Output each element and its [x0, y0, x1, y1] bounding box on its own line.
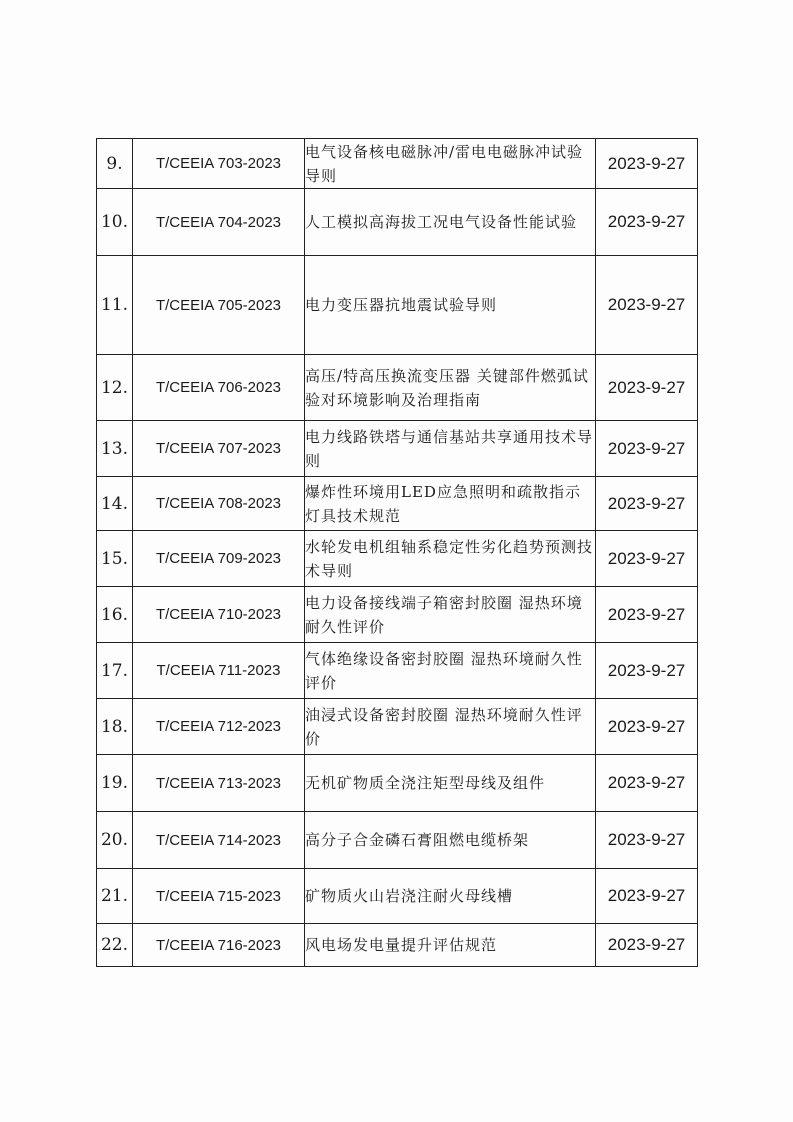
standards-table-body	[97, 139, 698, 967]
standard-name: 油浸式设备密封胶圈 湿热环境耐久性评价	[305, 699, 596, 755]
standard-code: T/CEEIA 705-2023	[133, 256, 305, 355]
row-number: 16.	[97, 587, 133, 643]
standard-name: 高压/特高压换流变压器 关键部件燃弧试验对环境影响及治理指南	[305, 355, 596, 421]
row-number: 10.	[97, 189, 133, 256]
table-row	[97, 869, 698, 924]
row-number: 17.	[97, 643, 133, 699]
standard-code: T/CEEIA 703-2023	[133, 139, 305, 189]
standard-code: T/CEEIA 704-2023	[133, 189, 305, 256]
standard-code: T/CEEIA 714-2023	[133, 812, 305, 869]
standard-name: 电气设备核电磁脉冲/雷电电磁脉冲试验导则	[305, 139, 596, 189]
table-row	[97, 755, 698, 812]
table-row	[97, 256, 698, 355]
row-number: 22.	[97, 924, 133, 967]
table-row	[97, 189, 698, 256]
row-number: 14.	[97, 477, 133, 531]
table-row	[97, 477, 698, 531]
standard-name: 人工模拟高海拔工况电气设备性能试验	[305, 189, 596, 256]
release-date: 2023-9-27	[596, 421, 698, 477]
standard-code: T/CEEIA 706-2023	[133, 355, 305, 421]
standard-code: T/CEEIA 710-2023	[133, 587, 305, 643]
standard-code: T/CEEIA 707-2023	[133, 421, 305, 477]
release-date: 2023-9-27	[596, 139, 698, 189]
standard-name: 电力线路铁塔与通信基站共享通用技术导则	[305, 421, 596, 477]
standard-name: 矿物质火山岩浇注耐火母线槽	[305, 869, 596, 924]
standard-name: 气体绝缘设备密封胶圈 湿热环境耐久性评价	[305, 643, 596, 699]
release-date: 2023-9-27	[596, 189, 698, 256]
row-number: 19.	[97, 755, 133, 812]
release-date: 2023-9-27	[596, 812, 698, 869]
row-number: 9.	[97, 139, 133, 189]
release-date: 2023-9-27	[596, 355, 698, 421]
release-date: 2023-9-27	[596, 587, 698, 643]
table-row	[97, 587, 698, 643]
row-number: 15.	[97, 531, 133, 587]
release-date: 2023-9-27	[596, 869, 698, 924]
table-row	[97, 699, 698, 755]
row-number: 21.	[97, 869, 133, 924]
standard-code: T/CEEIA 713-2023	[133, 755, 305, 812]
standard-code: T/CEEIA 711-2023	[133, 643, 305, 699]
row-number: 13.	[97, 421, 133, 477]
table-row	[97, 812, 698, 869]
standard-code: T/CEEIA 716-2023	[133, 924, 305, 967]
standard-name: 电力设备接线端子箱密封胶圈 湿热环境耐久性评价	[305, 587, 596, 643]
release-date: 2023-9-27	[596, 699, 698, 755]
release-date: 2023-9-27	[596, 477, 698, 531]
row-number: 12.	[97, 355, 133, 421]
table-row	[97, 139, 698, 189]
table-row	[97, 643, 698, 699]
table-row	[97, 421, 698, 477]
table-row	[97, 924, 698, 967]
standards-table	[96, 138, 698, 967]
standard-name: 风电场发电量提升评估规范	[305, 924, 596, 967]
row-number: 18.	[97, 699, 133, 755]
row-number: 11.	[97, 256, 133, 355]
release-date: 2023-9-27	[596, 256, 698, 355]
standard-code: T/CEEIA 708-2023	[133, 477, 305, 531]
table-row	[97, 355, 698, 421]
release-date: 2023-9-27	[596, 531, 698, 587]
standard-name: 水轮发电机组轴系稳定性劣化趋势预测技术导则	[305, 531, 596, 587]
standard-name: 无机矿物质全浇注矩型母线及组件	[305, 755, 596, 812]
standard-name: 爆炸性环境用LED应急照明和疏散指示灯具技术规范	[305, 477, 596, 531]
release-date: 2023-9-27	[596, 755, 698, 812]
row-number: 20.	[97, 812, 133, 869]
standard-code: T/CEEIA 712-2023	[133, 699, 305, 755]
table-row	[97, 531, 698, 587]
standard-code: T/CEEIA 709-2023	[133, 531, 305, 587]
standard-code: T/CEEIA 715-2023	[133, 869, 305, 924]
standard-name: 电力变压器抗地震试验导则	[305, 256, 596, 355]
release-date: 2023-9-27	[596, 924, 698, 967]
standard-name: 高分子合金磷石膏阻燃电缆桥架	[305, 812, 596, 869]
release-date: 2023-9-27	[596, 643, 698, 699]
